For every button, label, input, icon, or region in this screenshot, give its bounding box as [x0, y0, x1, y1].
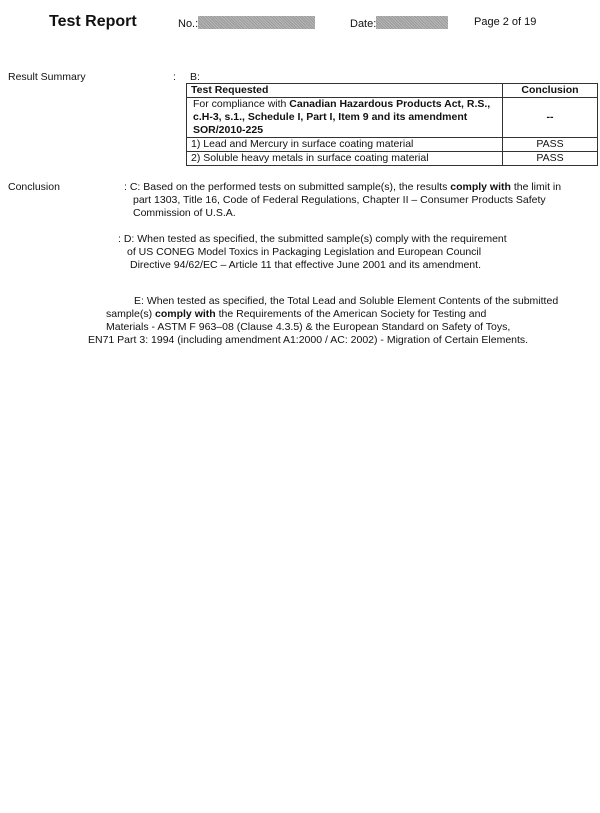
conclusion-cell: PASS: [503, 152, 598, 166]
test-requested-cell: [187, 98, 503, 138]
result-summary-colon: :: [173, 71, 176, 83]
section-b-label: B:: [190, 71, 200, 83]
conclusion-e-line: [106, 308, 596, 321]
table-row: [187, 98, 598, 138]
conclusion-cell: PASS: [503, 138, 598, 152]
test-requested-cell: 1) Lead and Mercury in surface coating material: [187, 138, 503, 152]
report-date-redacted: [376, 16, 448, 29]
table-row: [187, 138, 598, 152]
conclusion-c-lead: : C: Based on the performed tests on submitted sample(s), the results: [124, 181, 451, 193]
conclusion-cell: --: [503, 98, 598, 138]
conclusion-c-line: [124, 181, 594, 194]
report-number: [178, 16, 315, 30]
header-test-requested: Test Requested: [187, 84, 503, 98]
report-number-redacted: [198, 16, 315, 29]
conclusion-c-line: Commission of U.S.A.: [133, 207, 236, 219]
report-number-label: No.:: [178, 18, 199, 30]
header-conclusion: Conclusion: [503, 84, 598, 98]
test-intro-text: For compliance with: [193, 98, 290, 110]
conclusion-c-after: the limit in: [510, 181, 562, 193]
result-summary-label: Result Summary: [8, 71, 86, 83]
table-header-row: [187, 84, 598, 98]
conclusion-e-pre: sample(s): [106, 308, 156, 320]
conclusion-e-post: the Requirements of the American Society for Testing and: [215, 308, 487, 320]
conclusion-d-line: : D: When tested as specified, the submitted sample(s) comply with the requirement: [118, 233, 507, 245]
conclusion-label: Conclusion: [8, 181, 60, 193]
conclusion-e-line: Materials - ASTM F 963–08 (Clause 4.3.5) & the European Standard on Safety of Toys,: [106, 321, 511, 333]
conclusion-c-emphasis: comply with: [450, 181, 511, 193]
result-summary-table: [186, 83, 598, 166]
report-date-label: Date:: [350, 18, 377, 30]
table-row: [187, 152, 598, 166]
conclusion-c: [124, 181, 594, 220]
report-title: Test Report: [49, 13, 137, 30]
test-requested-cell: 2) Soluble heavy metals in surface coating material: [187, 152, 503, 166]
conclusion-d-line: of US CONEG Model Toxics in Packaging Legislation and European Council: [127, 246, 482, 258]
conclusion-d-line: Directive 94/62/EC – Article 11 that effective June 2001 and its amendment.: [130, 259, 481, 271]
conclusion-e-line: EN71 Part 3: 1994 (including amendment A1:2000 / AC: 2002) - Migration of Certain Elements.: [88, 334, 529, 346]
report-date: [350, 16, 448, 30]
conclusion-c-line: part 1303, Title 16, Code of Federal Regulations, Chapter II – Consumer Products Safety: [133, 194, 546, 206]
page-indicator: Page 2 of 19: [474, 16, 537, 28]
conclusion-e: [88, 295, 596, 347]
test-standard-text: Canadian Hazardous Products Act, R.S., c.H-3, s.1., Schedule I, Part I, Item 9 and its amendment SOR/2010-225: [193, 98, 491, 136]
conclusion-d: [118, 233, 588, 272]
conclusion-e-line: E: When tested as specified, the Total Lead and Soluble Element Contents of the submitted: [134, 295, 559, 307]
conclusion-e-emphasis: comply with: [155, 308, 216, 320]
